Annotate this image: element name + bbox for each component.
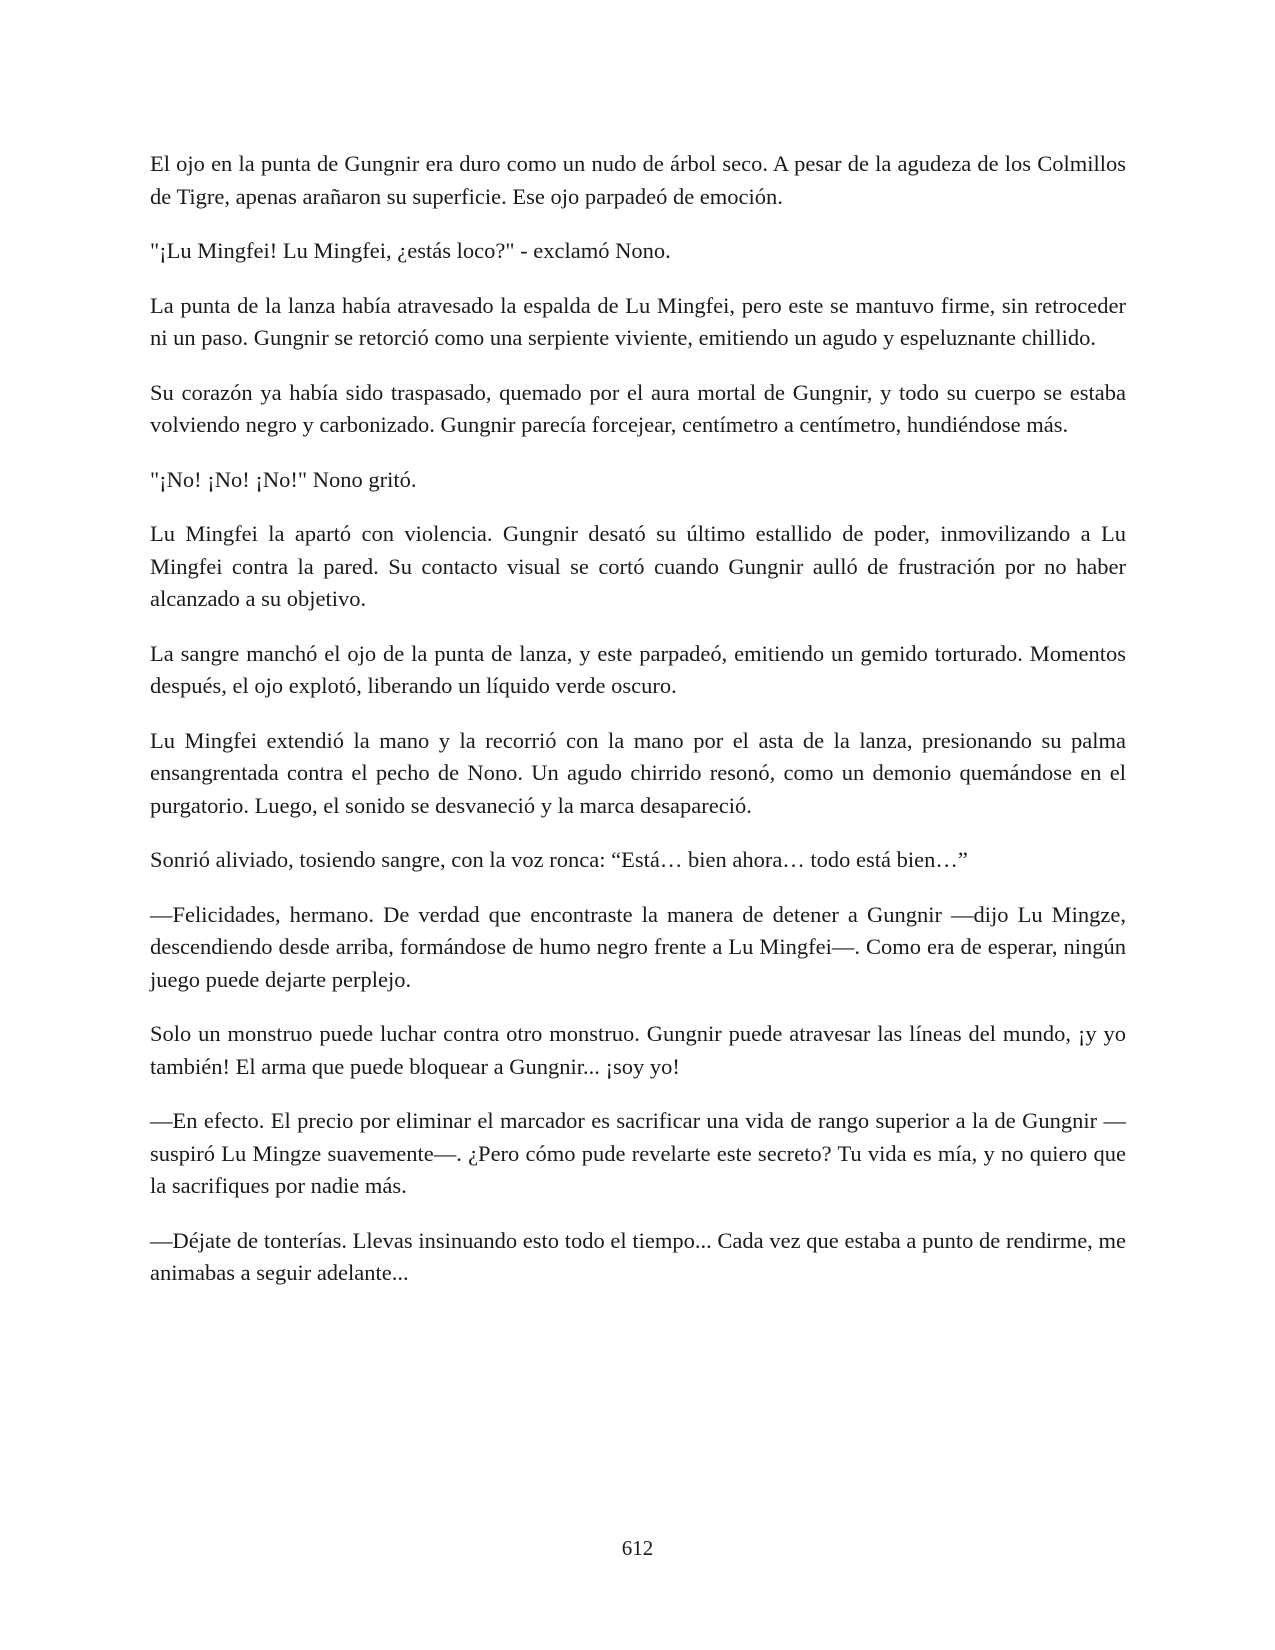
paragraph-3: La punta de la lanza había atravesado la espalda de Lu Mingfei, pero este se mantuvo firme, sin retroceder ni un paso. Gungnir se retorció como una serpiente viviente, emitiendo un agudo y espeluznante chillido. <box>150 292 1126 350</box>
paragraph-5: "¡No! ¡No! ¡No!" Nono gritó. <box>150 466 417 492</box>
paragraph-11: Solo un monstruo puede luchar contra otro monstruo. Gungnir puede atravesar las líneas del mundo, ¡y yo también! El arma que puede bloquear a Gungnir... ¡soy yo! <box>150 1021 1126 1079</box>
paragraph-6: Lu Mingfei la apartó con violencia. Gungnir desató su último estallido de poder, inmovilizando a Lu Mingfei contra la pared. Su contacto visual se cortó cuando Gungnir aulló de frustración por no haber alcanzado a su objetivo. <box>150 521 1126 611</box>
paragraph-13: —Déjate de tonterías. Llevas insinuando esto todo el tiempo... Cada vez que estaba a punto de rendirme, me animabas a seguir adelante... <box>150 1227 1126 1285</box>
paragraph-1: El ojo en la punta de Gungnir era duro como un nudo de árbol seco. A pesar de la agudeza de los Colmillos de Tigre, apenas arañaron su superficie. Ese ojo parpadeó de emoción. <box>150 151 1126 209</box>
paragraph-8: Lu Mingfei extendió la mano y la recorrió con la mano por el asta de la lanza, presionando su palma ensangrentada contra el pecho de Nono. Un agudo chirrido resonó, como un demonio quemándose en el purgatorio. Luego, el sonido se desvaneció y la marca desapareció. <box>150 727 1126 818</box>
paragraph-12: —En efecto. El precio por eliminar el marcador es sacrificar una vida de rango superior a la de Gungnir —suspiró Lu Mingze suavemente—. ¿Pero cómo pude revelarte este secreto? Tu vida es mía, y no quiero que la sacrifiques por nadie más. <box>150 1108 1126 1198</box>
paragraph-2: "¡Lu Mingfei! Lu Mingfei, ¿estás loco?" - exclamó Nono. <box>150 238 671 263</box>
paragraph-7: La sangre manchó el ojo de la punta de lanza, y este parpadeó, emitiendo un gemido torturado. Momentos después, el ojo explotó, liberando un líquido verde oscuro. <box>150 640 1126 698</box>
paragraph-9: Sonrió aliviado, tosiendo sangre, con la voz ronca: “Está… bien ahora… todo está bien…” <box>150 847 968 872</box>
body-text <box>150 148 1126 1312</box>
paragraph-4: Su corazón ya había sido traspasado, quemado por el aura mortal de Gungnir, y todo su cuerpo se estaba volviendo negro y carbonizado. Gungnir parecía forcejear, centímetro a centímetro, hundiéndose más. <box>150 379 1126 437</box>
page-number: 612 <box>621 1536 654 1560</box>
paragraph-10: —Felicidades, hermano. De verdad que encontraste la manera de detener a Gungnir —dijo Lu Mingze, descendiendo desde arriba, formándose de humo negro frente a Lu Mingfei—. Como era de esperar, ningún juego puede dejarte perplejo. <box>150 901 1126 992</box>
